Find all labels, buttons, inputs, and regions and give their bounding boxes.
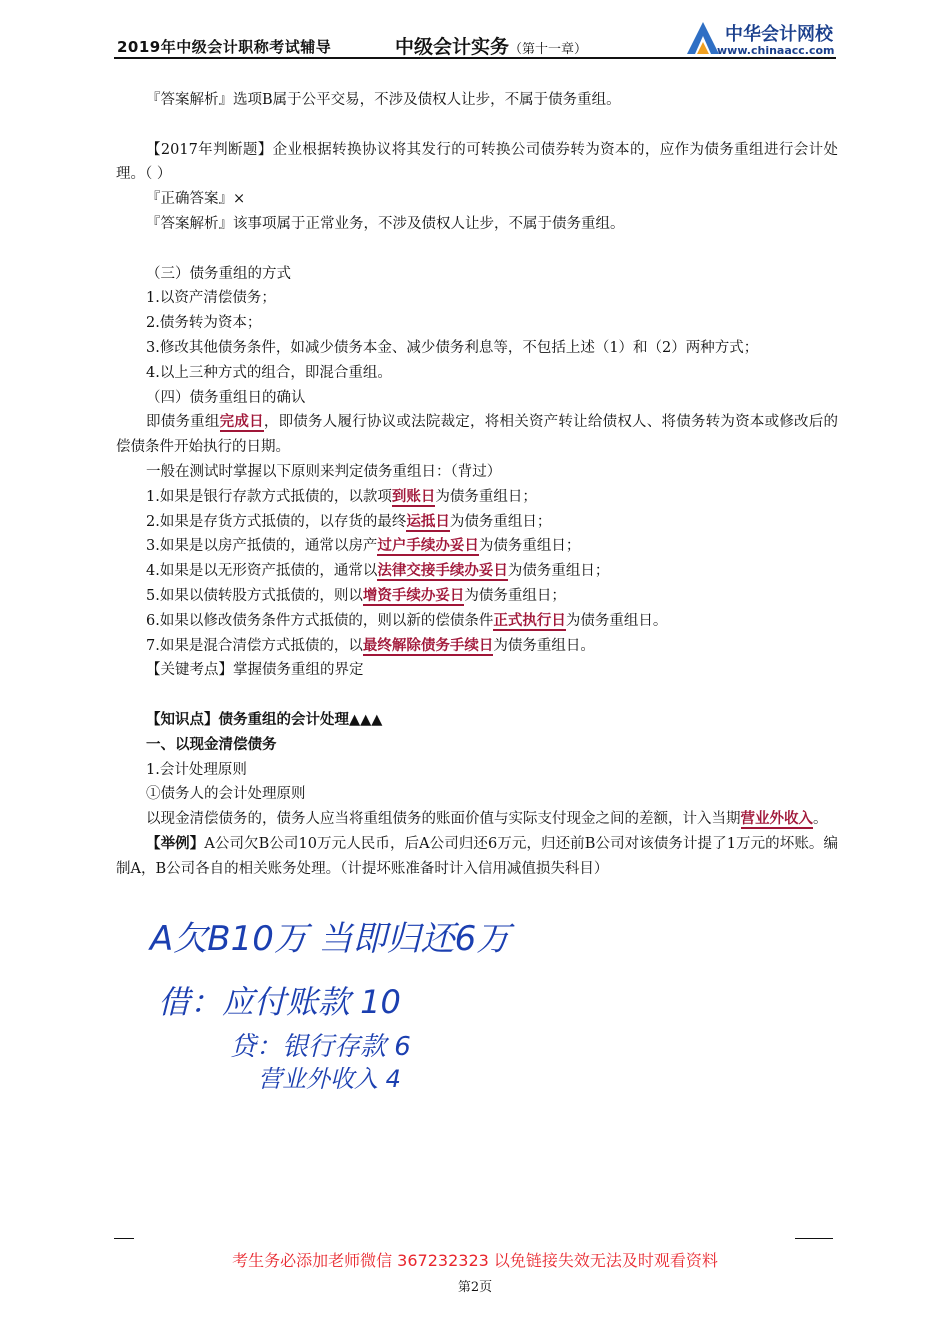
rule-text: 为债务重组日。 [493, 637, 595, 654]
question-paragraph [116, 138, 838, 188]
rule-text: 为债务重组日； [449, 513, 552, 530]
rule-text: 为债务重组日； [435, 488, 537, 505]
header-left-title: 2019年中级会计职称考试辅导 [117, 38, 332, 56]
key-point: 【关键考点】掌握债务重组的界定 [146, 662, 364, 679]
footer-notice: 考生务必添加老师微信 367232323 以免链接失效无法及时观看资料 [232, 1251, 718, 1270]
page-number: 第2页 [457, 1280, 493, 1295]
logo-chinese-name: 中华会计网校 [725, 24, 833, 45]
question-text: 企业根据转换协议将其发行的可转换公司债券转为资本的，应作为债务重组进行会计处理。（ ） [116, 141, 838, 183]
highlight-term: 完成日 [219, 414, 264, 431]
section-heading-date: （四）债务重组日的确认 [146, 389, 306, 406]
highlight-term: 最终解除债务手续日 [362, 637, 494, 654]
rule-item-7 [116, 634, 838, 659]
rule-item-4 [116, 559, 838, 584]
method-item-3: 3.修改其他债务条件，如减少债务本金、减少债务利息等，不包括上述（1）和（2）两种方式； [146, 339, 759, 356]
date-definition-text: ，即债务人履行协议或法院裁定，将相关资产转让给债权人、将债务转为资本或修改后的偿债条件开始执行的日期。 [116, 414, 839, 456]
answer-explanation-1: 『答案解析』选项B属于公平交易，不涉及债权人让步，不属于债务重组。 [146, 92, 621, 108]
highlight-term: 法律交接手续办妥日 [377, 563, 508, 580]
rule-item-2 [116, 510, 838, 535]
answer-explanation-2: 『答案解析』该事项属于正常业务，不涉及债权人让步，不属于债务重组。 [146, 215, 625, 232]
cash-settlement-paragraph [116, 807, 838, 832]
header-rule [114, 57, 836, 59]
rule-text: 为债务重组日。 [565, 612, 668, 629]
rule-text: 5.如果以债转股方式抵债的，则以 [146, 587, 363, 604]
header-subject [395, 32, 587, 59]
example-text: A公司欠B公司10万元人民币，后A公司归还6万元，归还前B公司对该债务计提了1万元的坏账。编制A，B公司各自的相关账务处理。（计提坏账准备时计入信用减值损失科目） [116, 835, 839, 877]
highlight-term: 运抵日 [406, 513, 450, 530]
header-chapter: （第十一章） [509, 42, 588, 57]
paragraph-text: 以现金清偿债务的，债务人应当将重组债务的账面价值与实际支付现金之间的差额，计入当期 [146, 811, 741, 828]
example-paragraph [116, 832, 838, 882]
rule-item-3 [116, 534, 838, 559]
brand-logo [683, 18, 843, 58]
method-item-1: 1.以资产清偿债务； [146, 290, 276, 307]
rule-text: 2.如果是存货方式抵债的，以存货的最终 [146, 513, 407, 530]
method-item-4: 4.以上三种方式的组合，即混合重组。 [146, 364, 392, 381]
rule-text: 6.如果以修改债务条件方式抵债的，则以新的偿债条件 [146, 612, 494, 629]
highlight-term: 增资手续办妥日 [362, 587, 465, 604]
footer-rule-right [795, 1238, 833, 1239]
example-tag: 【举例】 [146, 835, 205, 852]
handwritten-notes [140, 915, 540, 1095]
rule-item-1 [116, 485, 838, 510]
section-heading-methods: （三）债务重组的方式 [146, 265, 291, 282]
handwriting-line-3: 贷：银行存款 6 [230, 1032, 411, 1062]
subheading-cash-settlement: 一、以现金清偿债务 [146, 736, 277, 753]
method-item-2: 2.债务转为资本； [146, 315, 262, 332]
knowledge-point-heading: 【知识点】债务重组的会计处理▲▲▲ [146, 711, 383, 728]
question-tag: 【2017年判断题】 [146, 141, 273, 158]
subheading-debtor-principle: ①债务人的会计处理原则 [146, 786, 306, 803]
rule-text: 为债务重组日； [464, 587, 566, 604]
highlight-term: 过户手续办妥日 [377, 538, 479, 555]
paragraph-text: 。 [813, 811, 828, 828]
handwriting-line-1: A欠B10万 当即归还6万 [150, 919, 511, 959]
logo-url: www.chinaacc.com [717, 44, 835, 57]
page-body [116, 88, 838, 882]
rule-text: 4.如果是以无形资产抵债的，通常以 [146, 563, 378, 580]
rule-text: 3.如果是以房产抵债的，通常以房产 [146, 538, 378, 555]
header-subject-title: 中级会计实务 [395, 36, 510, 58]
date-definition-text: 即债务重组 [146, 414, 220, 431]
handwriting-line-2: 借：应付账款 10 [158, 983, 401, 1021]
rule-text: 1.如果是银行存款方式抵债的，以款项 [146, 488, 392, 505]
footer-rule-left [114, 1238, 134, 1239]
subheading-principle: 1.会计处理原则 [146, 761, 247, 778]
correct-answer: 『正确答案』× [146, 191, 246, 208]
highlight-term: 正式执行日 [493, 612, 566, 629]
date-definition [116, 410, 838, 460]
rule-text: 7.如果是混合清偿方式抵债的，以 [146, 637, 363, 654]
rule-text: 为债务重组日； [507, 563, 610, 580]
handwriting-line-4: 营业外收入 4 [258, 1065, 401, 1093]
rule-text: 为债务重组日； [478, 538, 581, 555]
general-principle: 一般在测试时掌握以下原则来判定债务重组日：（背过） [146, 463, 502, 480]
highlight-term: 营业外收入 [740, 811, 813, 828]
highlight-term: 到账日 [391, 488, 436, 505]
rule-item-6 [116, 609, 838, 634]
rule-item-5 [116, 584, 838, 609]
